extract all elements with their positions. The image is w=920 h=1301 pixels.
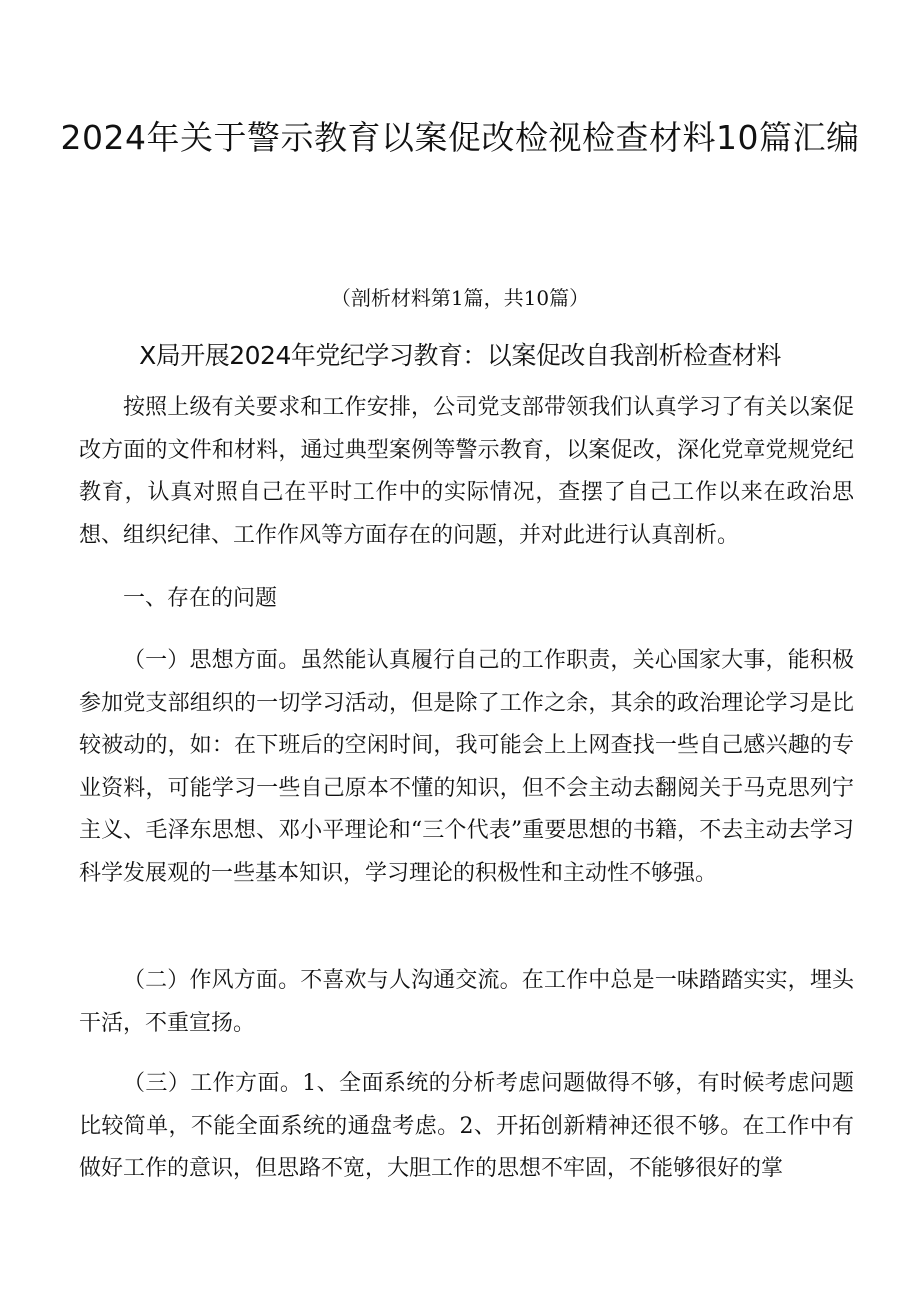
- item-thought-paragraph: （一）思想方面。虽然能认真履行自己的工作职责，关心国家大事，能积极参加党支部组织的一切学习活动，但是除了工作之余，其余的政治理论学习是比较被动的，如：在下班后的空闲时间，我可能会上上网查找一些自己感兴趣的专业资料，可能学习一些自己原本不懂的知识，但不会主动去翻阅关于马克思列宁主义、毛泽东思想、邓小平理论和“三个代表”重要思想的书籍，不去主动去学习科学发展观的一些基本知识，学习理论的积极性和主动性不够强。: [79, 648, 854, 886]
- item-style-paragraph: （二）作风方面。不喜欢与人沟通交流。在工作中总是一味踏踏实实，埋头干活，不重宣扬。: [79, 968, 854, 1036]
- section-heading: 一、存在的问题: [123, 586, 278, 611]
- document-title: 2024年关于警示教育以案促改检视检查材料10篇汇编: [60, 118, 860, 157]
- item-work-paragraph: （三）工作方面。1、全面系统的分析考虑问题做得不够，有时候考虑问题比较简单，不能全面系统的通盘考虑。2、开拓创新精神还很不够。在工作中有做好工作的意识，但思路不宽，大胆工作的思想不牢固，不能够很好的掌: [79, 1071, 854, 1181]
- article-title: X局开展2024年党纪学习教育：以案促改自我剖析检查材料: [139, 341, 781, 370]
- part-note: （剖析材料第1篇，共10篇）: [330, 286, 590, 310]
- intro-paragraph: 按照上级有关要求和工作安排，公司党支部带领我们认真学习了有关以案促改方面的文件和材料，通过典型案例等警示教育，以案促改，深化党章党规党纪教育，认真对照自己在平时工作中的实际情况，查摆了自己工作以来在政治思想、组织纪律、工作作风等方面存在的问题，并对此进行认真剖析。: [79, 395, 854, 548]
